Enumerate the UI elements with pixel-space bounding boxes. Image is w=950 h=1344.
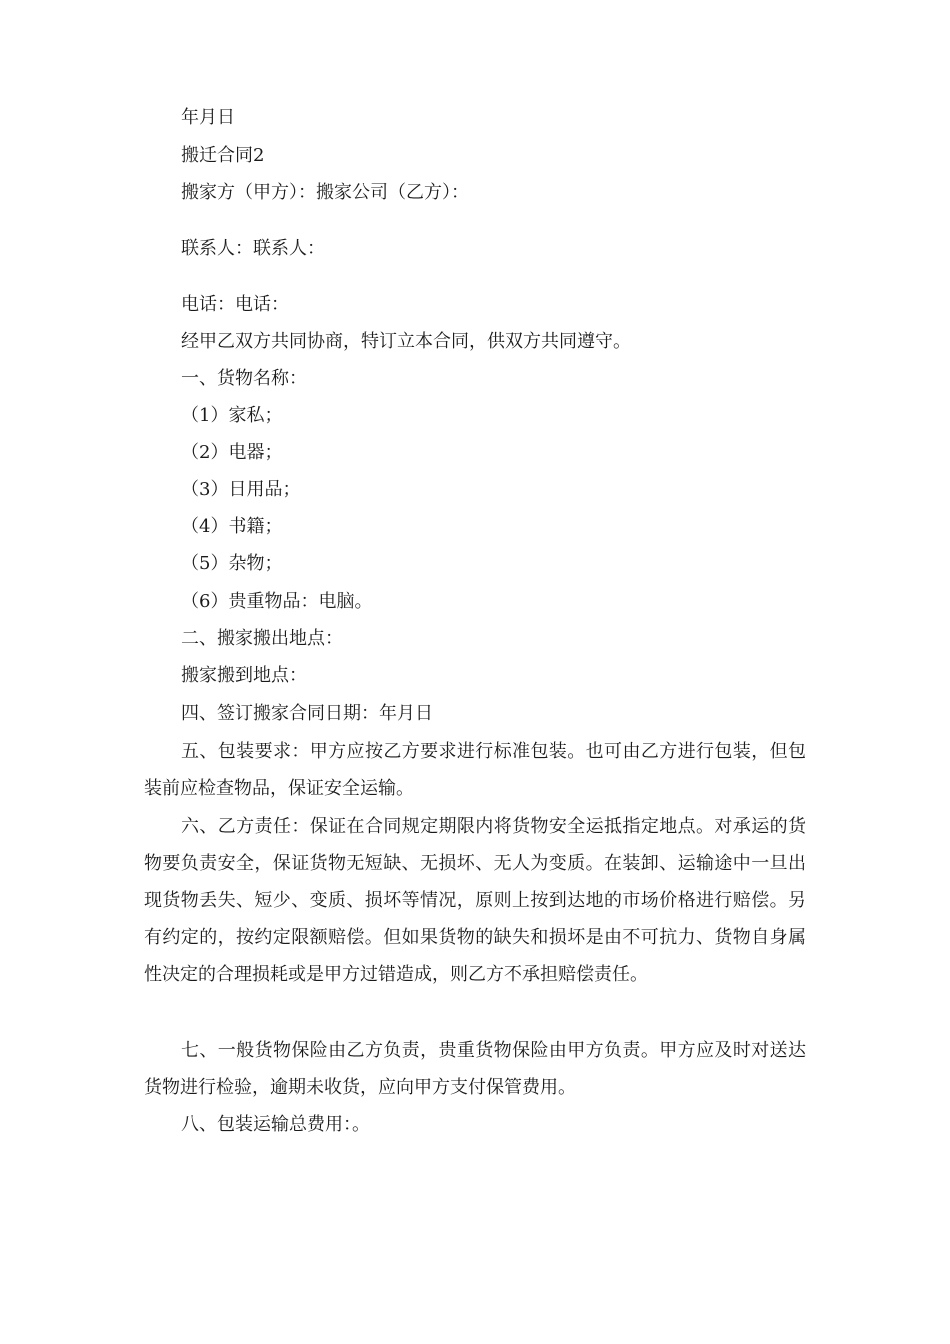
goods-item: （5）杂物；	[181, 553, 283, 574]
phones-line: 电话：电话：	[181, 294, 289, 315]
contract-title: 搬迁合同2	[181, 145, 265, 166]
section-1-heading: 一、货物名称：	[181, 368, 307, 389]
section-6-paragraph: 六、乙方责任：保证在合同规定期限内将货物安全运抵指定地点。对承运的货物要负责安全，保证货物无短缺、无损坏、无人为变质。在装卸、运输途中一旦出现货物丢失、短少、变质、损坏等情况，原则上按到达地的市场价格进行赔偿。另有约定的，按约定限额赔偿。但如果货物的缺失和损坏是由不可抗力、货物自身属性决定的合理损耗或是甲方过错造成，则乙方不承担赔偿责任。	[144, 816, 806, 985]
goods-item: （4）书籍；	[181, 516, 283, 537]
contacts-line: 联系人：联系人：	[181, 238, 325, 259]
section-8-paragraph: 八、包装运输总费用：。	[181, 1114, 370, 1135]
goods-item: （3）日用品；	[181, 479, 301, 500]
section-2-heading: 二、搬家搬出地点：	[181, 628, 343, 649]
goods-item: （6）贵重物品：电脑。	[181, 591, 373, 612]
section-7-paragraph: 七、一般货物保险由乙方负责，贵重货物保险由甲方负责。甲方应及时对送达货物进行检验，逾期未收货，应向甲方支付保管费用。	[144, 1040, 806, 1098]
parties-line: 搬家方（甲方）：搬家公司（乙方）：	[181, 182, 469, 203]
goods-item: （1）家私；	[181, 405, 283, 426]
goods-item: （2）电器；	[181, 442, 283, 463]
destination-line: 搬家搬到地点：	[181, 665, 307, 686]
section-5-paragraph: 五、包装要求：甲方应按乙方要求进行标准包装。也可由乙方进行包装，但包装前应检查物品，保证安全运输。	[144, 741, 806, 799]
intro-paragraph: 经甲乙双方共同协商，特订立本合同，供双方共同遵守。	[181, 331, 631, 352]
date-line: 年月日	[181, 107, 235, 128]
section-4: 四、签订搬家合同日期：年月日	[181, 703, 433, 724]
